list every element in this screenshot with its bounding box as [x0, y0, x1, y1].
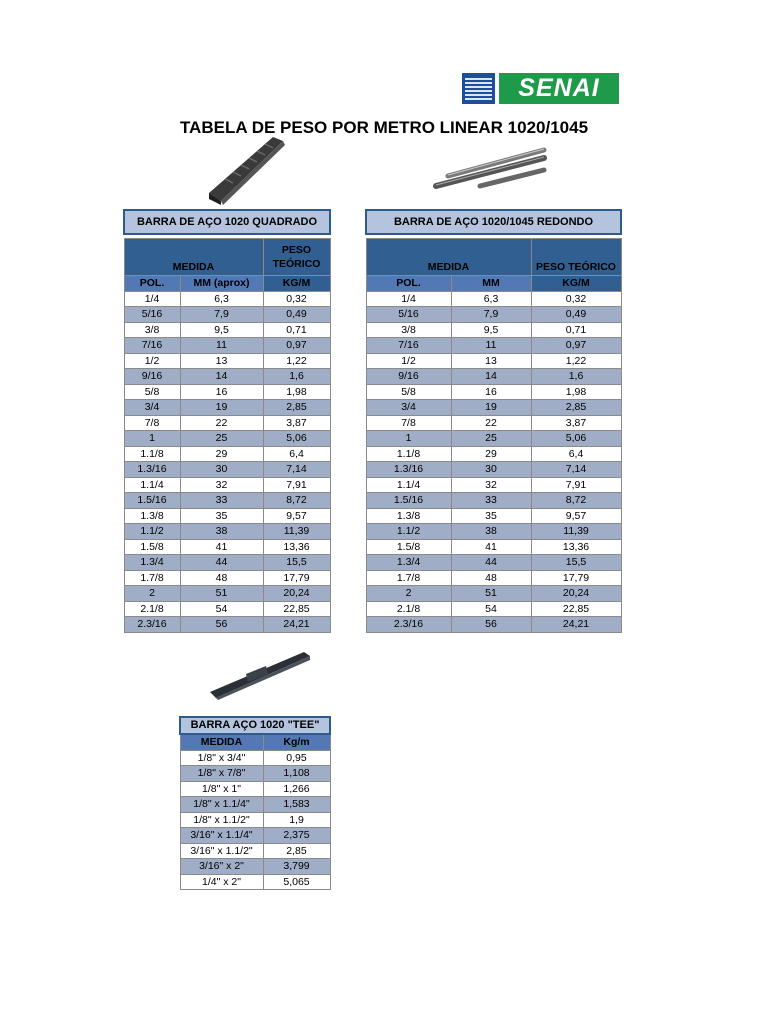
- table-cell: 29: [180, 446, 263, 462]
- table-row: [124, 291, 330, 307]
- header-mm: MM (aprox): [180, 276, 263, 292]
- table-cell: 9/16: [366, 369, 451, 385]
- table-row: [180, 812, 330, 828]
- table-cell: 11: [451, 338, 531, 354]
- table-cell: 2.3/16: [124, 617, 180, 633]
- table-row: [366, 539, 621, 555]
- table-cell: 1,583: [263, 797, 330, 813]
- table-cell: 8,72: [263, 493, 330, 509]
- table-cell: 1,6: [531, 369, 621, 385]
- table-cell: 7/16: [366, 338, 451, 354]
- table-cell: 1.3/16: [366, 462, 451, 478]
- table-cell: 1.7/8: [366, 570, 451, 586]
- round-bars-image: [432, 144, 548, 192]
- table-cell: 1.5/16: [124, 493, 180, 509]
- table-cell: 3,799: [263, 859, 330, 875]
- table-cell: 41: [180, 539, 263, 555]
- table-row: [124, 338, 330, 354]
- table-cell: 1/2: [366, 353, 451, 369]
- round-bar-table: [365, 209, 622, 633]
- table-cell: 1.1/2: [366, 524, 451, 540]
- table-row: [366, 415, 621, 431]
- table-cell: 9,5: [451, 322, 531, 338]
- table-cell: 3/16" x 1.1/2": [180, 843, 263, 859]
- header-medida: MEDIDA: [124, 239, 263, 276]
- table-cell: 7,14: [263, 462, 330, 478]
- header-medida: MEDIDA: [366, 239, 531, 276]
- tee-bar-table: [179, 716, 331, 890]
- table-cell: 13,36: [531, 539, 621, 555]
- table-cell: 11,39: [263, 524, 330, 540]
- table-cell: 6,3: [180, 291, 263, 307]
- table-row: [124, 446, 330, 462]
- table-cell: 5,06: [263, 431, 330, 447]
- emblem-icon: [462, 73, 495, 104]
- table-cell: 35: [180, 508, 263, 524]
- table-cell: 7/8: [366, 415, 451, 431]
- table-cell: 1/8" x 1.1/2": [180, 812, 263, 828]
- header-pol: POL.: [366, 276, 451, 292]
- table-cell: 1.3/4: [366, 555, 451, 571]
- table-caption: BARRA DE AÇO 1020 QUADRADO: [124, 210, 330, 234]
- table-row: [366, 570, 621, 586]
- table-cell: 3/8: [366, 322, 451, 338]
- header-peso: PESO TEÓRICO: [263, 239, 330, 276]
- table-cell: 1/8" x 7/8": [180, 766, 263, 782]
- table-cell: 13: [180, 353, 263, 369]
- table-cell: 7,9: [451, 307, 531, 323]
- table-row: [366, 508, 621, 524]
- table-cell: 1.3/4: [124, 555, 180, 571]
- table-cell: 0,97: [263, 338, 330, 354]
- table-row: [366, 446, 621, 462]
- table-cell: 5,06: [531, 431, 621, 447]
- table-cell: 1/4: [366, 291, 451, 307]
- table-row: [180, 874, 330, 890]
- table-cell: 9,57: [531, 508, 621, 524]
- table-cell: 1.1/2: [124, 524, 180, 540]
- table-cell: 11: [180, 338, 263, 354]
- table-row: [366, 291, 621, 307]
- table-cell: 1/8" x 3/4": [180, 750, 263, 766]
- header-kg: Kg/m: [263, 734, 330, 750]
- table-cell: 51: [180, 586, 263, 602]
- table-cell: 54: [180, 601, 263, 617]
- table-row: [124, 462, 330, 478]
- table-cell: 8,72: [531, 493, 621, 509]
- table-cell: 1: [124, 431, 180, 447]
- table-cell: 38: [180, 524, 263, 540]
- table-cell: 35: [451, 508, 531, 524]
- table-cell: 6,4: [531, 446, 621, 462]
- table-cell: 44: [451, 555, 531, 571]
- table-cell: 13: [451, 353, 531, 369]
- table-cell: 54: [451, 601, 531, 617]
- table-cell: 1.7/8: [124, 570, 180, 586]
- table-cell: 30: [451, 462, 531, 478]
- table-row: [124, 493, 330, 509]
- header-medida: MEDIDA: [180, 734, 263, 750]
- table-cell: 15,5: [531, 555, 621, 571]
- table-cell: 24,21: [531, 617, 621, 633]
- table-row: [366, 586, 621, 602]
- table-cell: 24,21: [263, 617, 330, 633]
- table-cell: 9,5: [180, 322, 263, 338]
- table-cell: 2,85: [263, 843, 330, 859]
- table-row: [366, 477, 621, 493]
- table-cell: 16: [451, 384, 531, 400]
- square-bar-table: [123, 209, 331, 633]
- table-cell: 3,87: [531, 415, 621, 431]
- table-cell: 2: [366, 586, 451, 602]
- table-cell: 0,49: [263, 307, 330, 323]
- table-cell: 3/4: [366, 400, 451, 416]
- table-row: [124, 586, 330, 602]
- table-row: [180, 750, 330, 766]
- table-cell: 22: [451, 415, 531, 431]
- table-cell: 5/16: [366, 307, 451, 323]
- table-cell: 1.3/16: [124, 462, 180, 478]
- table-cell: 7/16: [124, 338, 180, 354]
- table-row: [124, 431, 330, 447]
- table-cell: 32: [180, 477, 263, 493]
- table-cell: 25: [451, 431, 531, 447]
- table-row: [366, 617, 621, 633]
- table-cell: 17,79: [263, 570, 330, 586]
- table-cell: 1,98: [263, 384, 330, 400]
- table-cell: 1,98: [531, 384, 621, 400]
- table-cell: 51: [451, 586, 531, 602]
- table-row: [180, 843, 330, 859]
- table-cell: 6,3: [451, 291, 531, 307]
- table-row: [124, 415, 330, 431]
- table-cell: 1.5/16: [366, 493, 451, 509]
- table-row: [366, 493, 621, 509]
- header-mm: MM: [451, 276, 531, 292]
- table-cell: 2.1/8: [366, 601, 451, 617]
- table-row: [366, 524, 621, 540]
- table-cell: 2: [124, 586, 180, 602]
- table-cell: 38: [451, 524, 531, 540]
- table-cell: 33: [451, 493, 531, 509]
- table-cell: 3/16" x 1.1/4": [180, 828, 263, 844]
- table-cell: 1.1/8: [366, 446, 451, 462]
- table-cell: 1,108: [263, 766, 330, 782]
- table-cell: 33: [180, 493, 263, 509]
- table-cell: 3/4: [124, 400, 180, 416]
- table-row: [124, 508, 330, 524]
- table-row: [366, 601, 621, 617]
- table-cell: 1.1/4: [366, 477, 451, 493]
- table-cell: 1/4" x 2": [180, 874, 263, 890]
- table-cell: 22,85: [263, 601, 330, 617]
- header-kg: KG/M: [263, 276, 330, 292]
- table-row: [180, 828, 330, 844]
- table-row: [124, 353, 330, 369]
- table-cell: 14: [451, 369, 531, 385]
- table-cell: 1.5/8: [366, 539, 451, 555]
- table-cell: 6,4: [263, 446, 330, 462]
- table-cell: 9,57: [263, 508, 330, 524]
- table-cell: 0,71: [263, 322, 330, 338]
- header-pol: POL.: [124, 276, 180, 292]
- table-row: [366, 462, 621, 478]
- table-cell: 0,49: [531, 307, 621, 323]
- table-row: [124, 539, 330, 555]
- table-row: [124, 384, 330, 400]
- table-cell: 0,95: [263, 750, 330, 766]
- table-cell: 20,24: [531, 586, 621, 602]
- senai-logo: [462, 73, 619, 104]
- table-cell: 7,91: [531, 477, 621, 493]
- table-row: [366, 431, 621, 447]
- tee-bar-image: [208, 648, 312, 700]
- table-row: [180, 859, 330, 875]
- table-row: [124, 555, 330, 571]
- table-row: [124, 524, 330, 540]
- table-cell: 0,71: [531, 322, 621, 338]
- table-row: [124, 601, 330, 617]
- header-peso: PESO TEÓRICO: [531, 239, 621, 276]
- table-cell: 0,32: [531, 291, 621, 307]
- table-cell: 1/8" x 1.1/4": [180, 797, 263, 813]
- table-cell: 25: [180, 431, 263, 447]
- table-cell: 5/8: [124, 384, 180, 400]
- table-row: [180, 781, 330, 797]
- table-cell: 48: [180, 570, 263, 586]
- table-cell: 1.5/8: [124, 539, 180, 555]
- table-cell: 2,85: [531, 400, 621, 416]
- table-cell: 1: [366, 431, 451, 447]
- table-row: [366, 369, 621, 385]
- table-cell: 9/16: [124, 369, 180, 385]
- table-cell: 19: [451, 400, 531, 416]
- table-cell: 1.3/8: [366, 508, 451, 524]
- table-cell: 1,266: [263, 781, 330, 797]
- table-cell: 0,97: [531, 338, 621, 354]
- table-cell: 14: [180, 369, 263, 385]
- table-cell: 5/16: [124, 307, 180, 323]
- table-cell: 13,36: [263, 539, 330, 555]
- table-cell: 1/4: [124, 291, 180, 307]
- table-cell: 48: [451, 570, 531, 586]
- table-caption: BARRA DE AÇO 1020/1045 REDONDO: [366, 210, 621, 234]
- table-row: [366, 400, 621, 416]
- table-cell: 17,79: [531, 570, 621, 586]
- table-cell: 7,9: [180, 307, 263, 323]
- table-cell: 22,85: [531, 601, 621, 617]
- table-cell: 15,5: [263, 555, 330, 571]
- table-cell: 7,14: [531, 462, 621, 478]
- table-cell: 30: [180, 462, 263, 478]
- table-cell: 1,6: [263, 369, 330, 385]
- page-title: TABELA DE PESO POR METRO LINEAR 1020/1045: [179, 118, 589, 137]
- table-cell: 1.1/4: [124, 477, 180, 493]
- table-cell: 1,22: [531, 353, 621, 369]
- table-cell: 2,375: [263, 828, 330, 844]
- table-cell: 56: [451, 617, 531, 633]
- table-cell: 3/8: [124, 322, 180, 338]
- table-row: [366, 384, 621, 400]
- table-cell: 29: [451, 446, 531, 462]
- table-row: [124, 477, 330, 493]
- table-cell: 20,24: [263, 586, 330, 602]
- table-row: [124, 307, 330, 323]
- table-cell: 1/8" x 1": [180, 781, 263, 797]
- table-cell: 1.1/8: [124, 446, 180, 462]
- table-row: [366, 353, 621, 369]
- table-cell: 2.1/8: [124, 601, 180, 617]
- table-cell: 2,85: [263, 400, 330, 416]
- table-row: [180, 797, 330, 813]
- table-row: [366, 555, 621, 571]
- table-cell: 41: [451, 539, 531, 555]
- table-cell: 0,32: [263, 291, 330, 307]
- table-row: [366, 338, 621, 354]
- table-cell: 1,9: [263, 812, 330, 828]
- table-caption: BARRA AÇO 1020 "TEE": [180, 717, 330, 734]
- table-cell: 32: [451, 477, 531, 493]
- table-cell: 3,87: [263, 415, 330, 431]
- table-cell: 1.3/8: [124, 508, 180, 524]
- table-row: [124, 617, 330, 633]
- brand-name: SENAI: [499, 73, 619, 104]
- table-cell: 2.3/16: [366, 617, 451, 633]
- table-cell: 5,065: [263, 874, 330, 890]
- table-row: [124, 400, 330, 416]
- table-cell: 19: [180, 400, 263, 416]
- table-row: [366, 322, 621, 338]
- table-cell: 5/8: [366, 384, 451, 400]
- header-kg: KG/M: [531, 276, 621, 292]
- table-cell: 7,91: [263, 477, 330, 493]
- table-row: [124, 322, 330, 338]
- table-row: [124, 369, 330, 385]
- table-cell: 44: [180, 555, 263, 571]
- table-row: [124, 570, 330, 586]
- table-cell: 7/8: [124, 415, 180, 431]
- table-cell: 22: [180, 415, 263, 431]
- table-cell: 3/16" x 2": [180, 859, 263, 875]
- square-bar-image: [205, 135, 295, 205]
- table-row: [366, 307, 621, 323]
- table-cell: 1/2: [124, 353, 180, 369]
- table-cell: 56: [180, 617, 263, 633]
- table-cell: 16: [180, 384, 263, 400]
- table-cell: 1,22: [263, 353, 330, 369]
- table-row: [180, 766, 330, 782]
- table-cell: 11,39: [531, 524, 621, 540]
